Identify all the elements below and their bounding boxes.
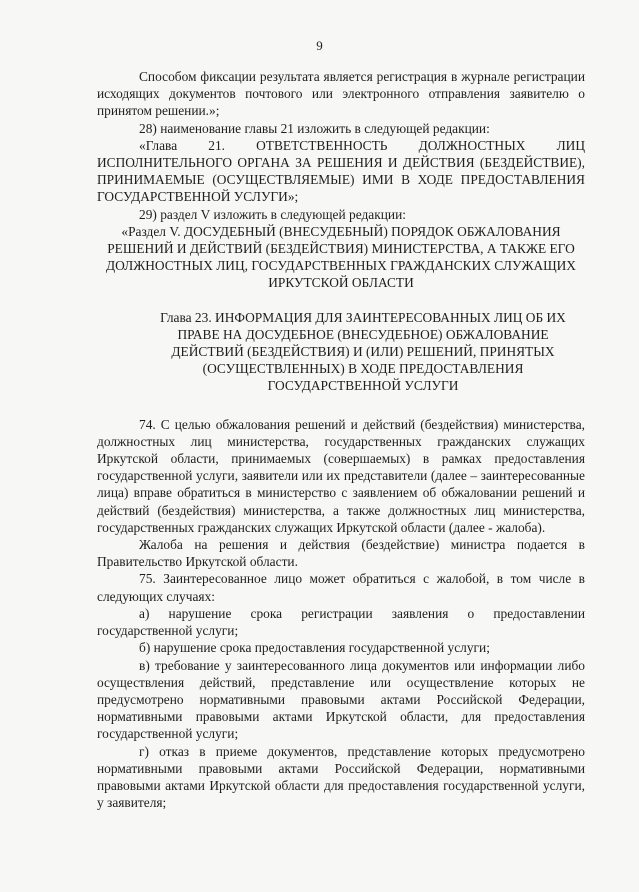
document-body <box>97 68 585 811</box>
paragraph-item-28: 28) наименование главы 21 изложить в следующей редакции: <box>139 120 490 136</box>
paragraph-74-complaint-minister: Жалоба на решения и действия (бездействие) министра подается в Правительство Иркутской области. <box>97 537 585 570</box>
list-item-v: в) требование у заинтересованного лица документов или информации либо осуществления действий, представление или осуществление которых не предусмотрено нормативными правовыми актами Российской Федерации, нормативными правовыми актами Иркутской области, для предоставления государственной услуги; <box>97 657 585 742</box>
section-5-title: «Раздел V. ДОСУДЕБНЫЙ (ВНЕСУДЕБНЫЙ) ПОРЯДОК ОБЖАЛОВАНИЯ РЕШЕНИЙ И ДЕЙСТВИЙ (БЕЗДЕЙСТВИЯ) МИНИСТЕРСТВА, А ТАКЖЕ ЕГО ДОЛЖНОСТНЫХ ЛИЦ, ГОСУДАРСТВЕННЫХ ГРАЖДАНСКИХ СЛУЖАЩИХ ИРКУТСКОЙ ОБЛАСТИ <box>106 223 576 291</box>
list-item-b: б) нарушение срока предоставления государственной услуги; <box>139 640 490 656</box>
list-item-g: г) отказ в приеме документов, представление которых предусмотрено нормативными правовыми актами Российской Федерации, нормативными правовыми актами Иркутской области для предоставления государственной услуги, у заявителя; <box>97 743 585 811</box>
paragraph-fixation: Способом фиксации результата является регистрация в журнале регистрации исходящих документов почтового или электронного отправления заявителю о принятом решении.»; <box>97 69 585 119</box>
paragraph-74: 74. С целью обжалования решений и действий (бездействия) министерства, должностных лиц министерства, государственных гражданских служащих Иркутской области, принимаемых (совершаемых) в рамках предоставления государственной услуги, заявители или их представители (далее – заинтересованные лица) вправе обратиться в министерство с заявлением об обжаловании решений и действий (бездействия) министерства, а также должностных лиц министерства, государственных гражданских служащих Иркутской области (далее - жалоба). <box>97 416 585 535</box>
page-number: 9 <box>316 38 323 53</box>
chapter-21-title: «Глава 21. ОТВЕТСТВЕННОСТЬ ДОЛЖНОСТНЫХ ЛИЦ ИСПОЛНИТЕЛЬНОГО ОРГАНА ЗА РЕШЕНИЯ И ДЕЙСТВИЯ (БЕЗДЕЙСТВИЕ), ПРИНИМАЕМЫЕ (ОСУЩЕСТВЛЯЕМЫЕ) ИМИ В ХОДЕ ПРЕДОСТАВЛЕНИЯ ГОСУДАРСТВЕННОЙ УСЛУГИ»; <box>97 137 585 205</box>
list-item-a: а) нарушение срока регистрации заявления о предоставлении государственной услуги; <box>97 605 585 639</box>
paragraph-item-29: 29) раздел V изложить в следующей редакции: <box>139 206 406 222</box>
paragraph-75: 75. Заинтересованное лицо может обратиться с жалобой, в том числе в следующих случаях: <box>97 571 585 604</box>
chapter-23-title: Глава 23. ИНФОРМАЦИЯ ДЛЯ ЗАИНТЕРЕСОВАННЫХ ЛИЦ ОБ ИХ ПРАВЕ НА ДОСУДЕБНОЕ (ВНЕСУДЕБНОЕ) ОБЖАЛОВАНИЕ ДЕЙСТВИЙ (БЕЗДЕЙСТВИЯ) И (ИЛИ) РЕШЕНИЙ, ПРИНЯТЫХ (ОСУЩЕСТВЛЕННЫХ) В ХОДЕ ПРЕДОСТАВЛЕНИЯ ГОСУДАРСТВЕННОЙ УСЛУГИ <box>160 309 566 394</box>
